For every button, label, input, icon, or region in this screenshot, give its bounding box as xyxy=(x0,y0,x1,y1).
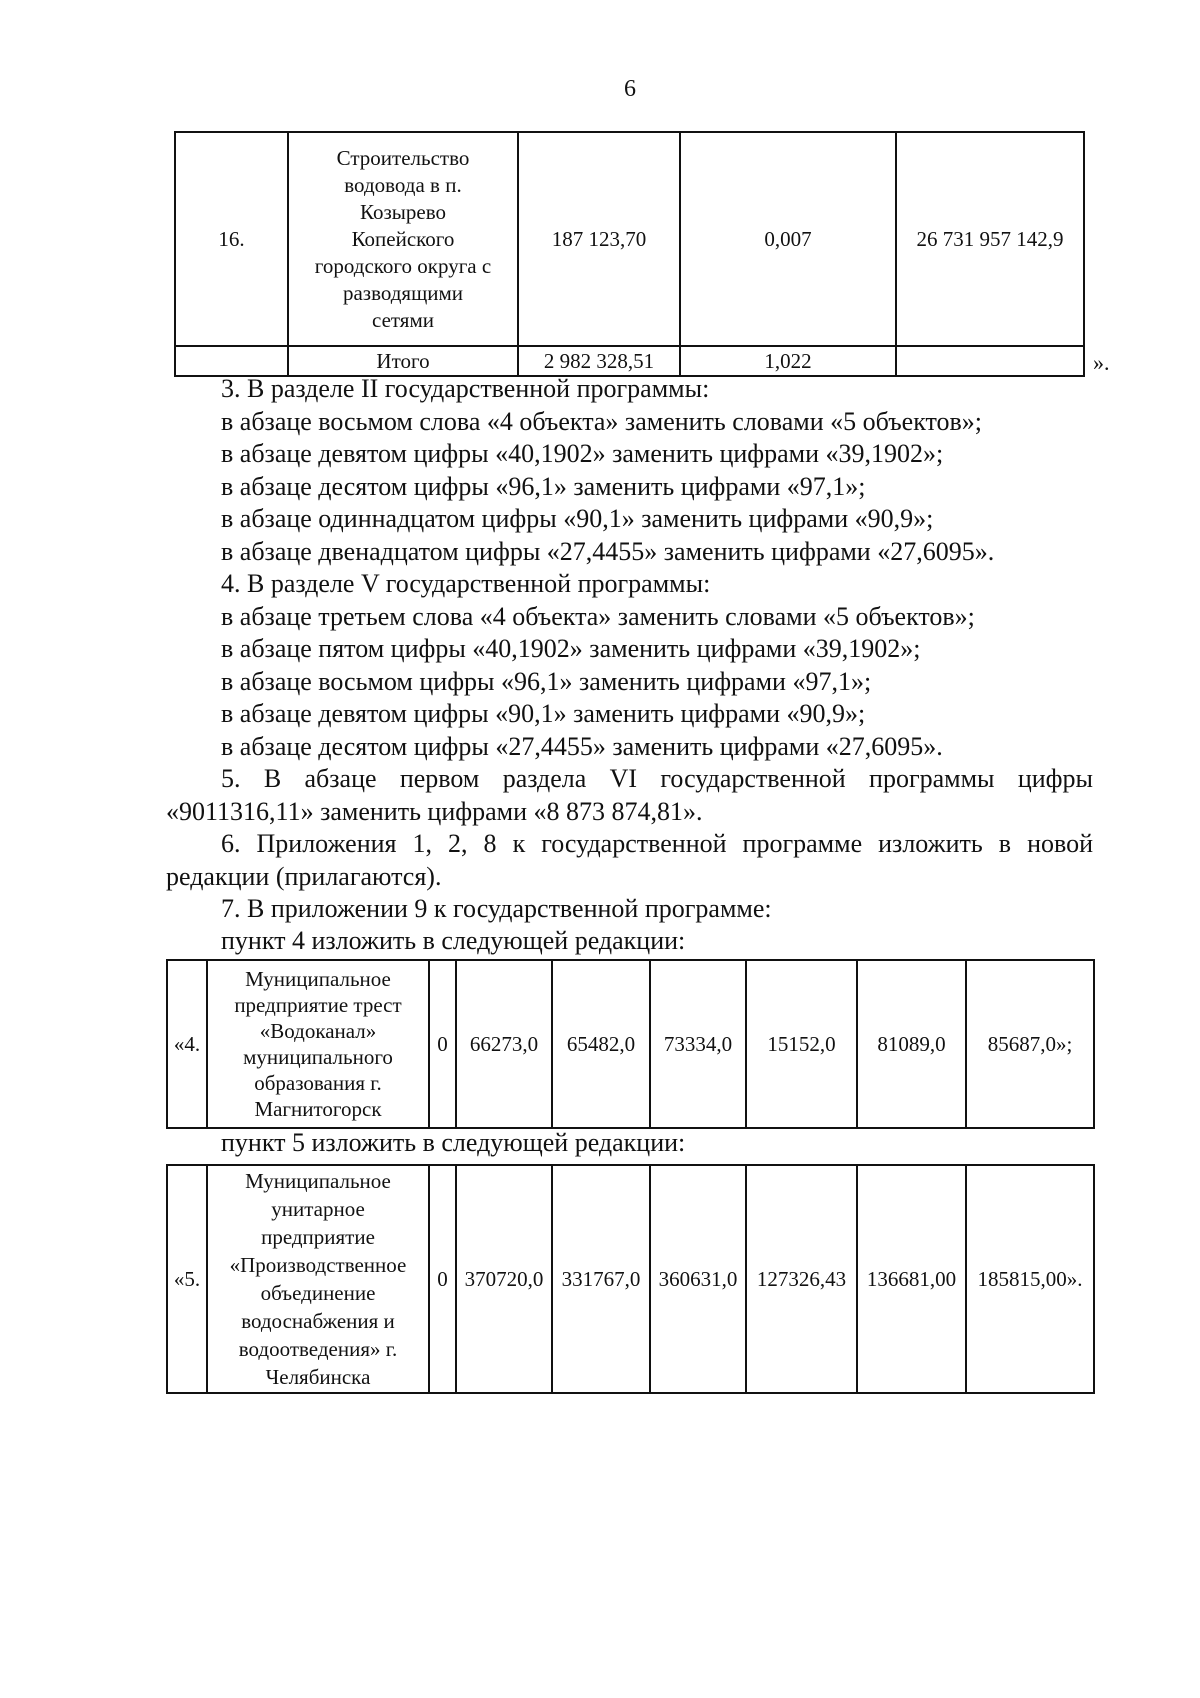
value-cell: 360631,0 xyxy=(650,1165,746,1393)
table-row xyxy=(167,960,1094,1128)
item-5-table xyxy=(166,1164,1095,1394)
paragraph-line: в абзаце девятом цифры «90,1» заменить цифрами «90,9»; xyxy=(221,699,866,728)
closing-quote: ». xyxy=(1093,350,1110,375)
paragraph-line: в абзаце пятом цифры «40,1902» заменить цифрами «39,1902»; xyxy=(221,634,921,663)
row-number: 16. xyxy=(175,132,288,346)
paragraph-line: в абзаце девятом цифры «40,1902» заменить цифрами «39,1902»; xyxy=(221,439,944,468)
enterprise-name-line: объединение xyxy=(260,1281,376,1305)
object-coef: 0,007 xyxy=(680,132,896,346)
object-total: 26 731 957 142,9 xyxy=(896,132,1084,346)
table-row xyxy=(175,132,1084,346)
paragraph-line: в абзаце двенадцатом цифры «27,4455» заменить цифрами «27,6095». xyxy=(221,536,995,566)
paragraph-line: в абзаце восьмом слова «4 объекта» заменить словами «5 объектов»; xyxy=(221,406,983,436)
enterprise-name-line: Магнитогорск xyxy=(254,1097,382,1121)
total-value: 2 982 328,51 xyxy=(518,346,680,376)
enterprise-name-line: предприятие xyxy=(261,1225,375,1249)
object-name xyxy=(288,132,518,346)
paragraph-line: в абзаце третьем слова «4 объекта» заменить словами «5 объектов»; xyxy=(221,601,975,631)
paragraph-7-heading: 7. В приложении 9 к государственной программе: xyxy=(221,894,772,923)
object-name-line: Строительство xyxy=(336,145,470,170)
value-cell: 127326,43 xyxy=(746,1165,857,1393)
item-number: «5. xyxy=(167,1165,207,1393)
object-name-line: Козырево xyxy=(360,199,446,224)
item-number: «4. xyxy=(167,960,207,1128)
object-name-line: разводящими xyxy=(342,280,464,305)
enterprise-name-line: водоснабжения и xyxy=(241,1309,395,1333)
enterprise-name-line: «Водоканал» xyxy=(259,1019,377,1043)
total-row xyxy=(175,346,1084,376)
paragraph-5: 5. В абзаце первом раздела VI государственной программы цифры «9011316,11» заменить цифрами «8 873 874,81». xyxy=(166,764,1093,826)
paragraph-line: в абзаце восьмом цифры «96,1» заменить цифрами «97,1»; xyxy=(221,666,872,696)
value-cell: 370720,0 xyxy=(456,1165,552,1393)
page-number: 6 xyxy=(624,76,636,102)
value-cell: 65482,0 xyxy=(552,960,650,1128)
object-name-line: сетями xyxy=(372,307,434,332)
object-name-line: Копейского xyxy=(351,226,455,251)
value-cell: 66273,0 xyxy=(456,960,552,1128)
value-cell: 15152,0 xyxy=(746,960,857,1128)
paragraph-line: в абзаце десятом цифры «96,1» заменить цифрами «97,1»; xyxy=(221,471,866,501)
empty-cell xyxy=(175,346,288,376)
object-name-line: водовода в п. xyxy=(344,172,462,197)
item-5-intro: пункт 5 изложить в следующей редакции: xyxy=(221,1128,686,1157)
value-cell: 0 xyxy=(429,1165,456,1393)
value-cell: 136681,00 xyxy=(857,1165,966,1393)
value-cell: 0 xyxy=(429,960,456,1128)
enterprise-name-line: образования г. xyxy=(254,1071,382,1095)
value-cell: 73334,0 xyxy=(650,960,746,1128)
paragraph-line: в абзаце одиннадцатом цифры «90,1» заменить цифрами «90,9»; xyxy=(221,504,934,533)
object-value: 187 123,70 xyxy=(518,132,680,346)
total-coef: 1,022 xyxy=(680,346,896,376)
object-name-line: городского округа с xyxy=(314,253,492,278)
enterprise-name-line: предприятие трест xyxy=(234,993,402,1017)
total-label: Итого xyxy=(288,346,518,376)
amendments-text xyxy=(166,373,1093,926)
empty-cell xyxy=(896,346,1084,376)
value-cell: 85687,0»; xyxy=(966,960,1094,1128)
enterprise-name-line: унитарное xyxy=(271,1197,365,1221)
item-4-table xyxy=(166,959,1095,1129)
enterprise-name xyxy=(207,960,429,1128)
value-cell: 331767,0 xyxy=(552,1165,650,1393)
enterprise-name-line: Муниципальное xyxy=(245,967,391,991)
enterprise-name-line: водоотведения» г. xyxy=(238,1337,398,1361)
paragraph-line: в абзаце десятом цифры «27,4455» заменить цифрами «27,6095». xyxy=(221,731,943,761)
enterprise-name-line: Муниципальное xyxy=(245,1169,391,1193)
enterprise-name-line: Челябинска xyxy=(265,1365,371,1389)
enterprise-name xyxy=(207,1165,429,1393)
table-row xyxy=(167,1165,1094,1393)
paragraph-4-heading: 4. В разделе V государственной программы: xyxy=(221,569,711,598)
value-cell: 185815,00». xyxy=(966,1165,1094,1393)
item-4-intro: пункт 4 изложить в следующей редакции: xyxy=(221,926,686,955)
paragraph-3-heading: 3. В разделе II государственной программы: xyxy=(221,374,710,403)
enterprise-name-line: «Производственное xyxy=(229,1253,407,1277)
value-cell: 81089,0 xyxy=(857,960,966,1128)
paragraph-6: 6. Приложения 1, 2, 8 к государственной программе изложить в новой редакции (прилагаются). xyxy=(166,829,1093,891)
enterprise-name-line: муниципального xyxy=(243,1045,393,1069)
objects-table xyxy=(174,131,1085,377)
